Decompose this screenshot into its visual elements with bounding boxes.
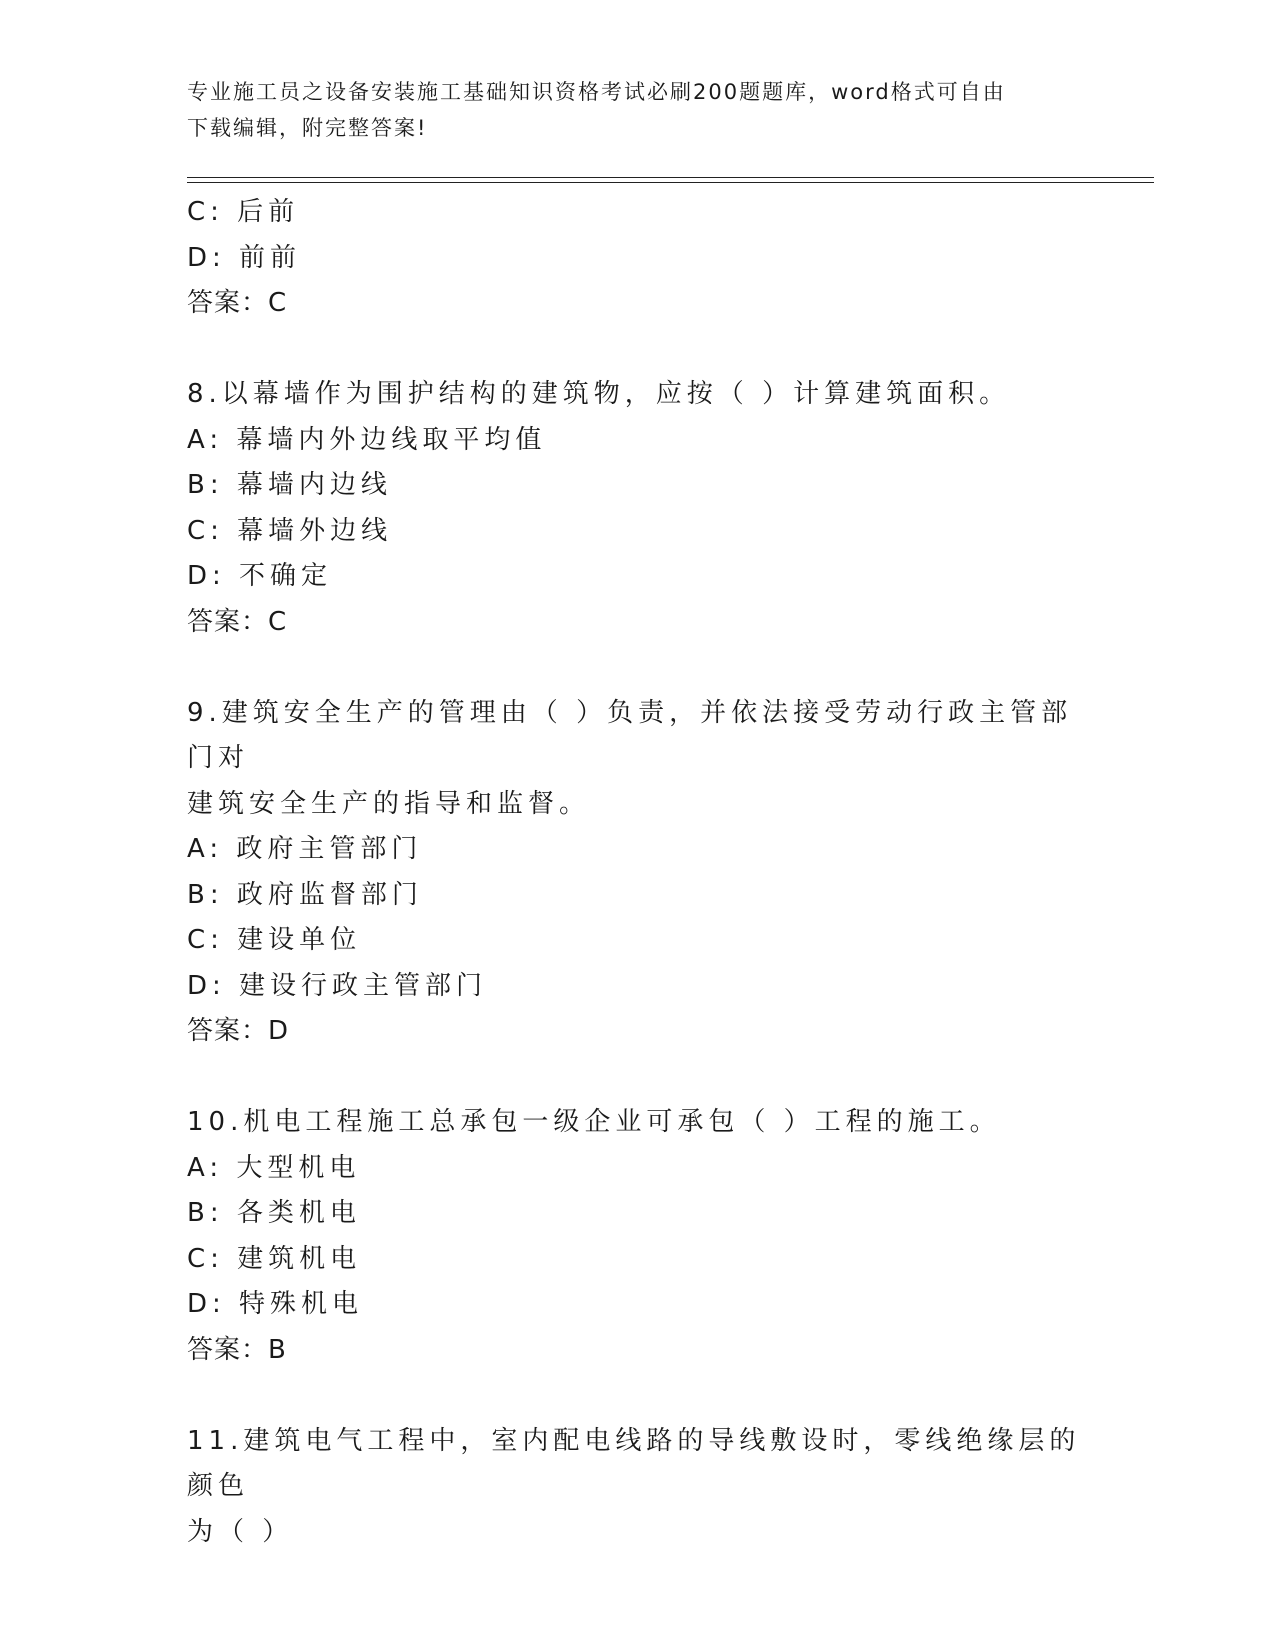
option-d: D: 不确定	[187, 561, 333, 591]
spacer	[187, 327, 1087, 373]
question-text-line-1: 11.建筑电气工程中，室内配电线路的导线敷设时，零线绝缘层的颜色	[187, 1425, 1081, 1501]
header-line-1: 专业施工员之设备安装施工基础知识资格考试必刷200题题库，word格式可自由	[187, 80, 1006, 104]
question-list	[187, 190, 1087, 1555]
answer-line: 答案：B	[187, 1334, 287, 1365]
question-block-7-continued	[187, 190, 1087, 327]
question-block-9	[187, 691, 1087, 1055]
option-c: C: 建设单位	[187, 925, 362, 955]
question-text-line-2: 建筑安全生产的指导和监督。	[187, 788, 591, 819]
question-text: 8.以幕墙作为围护结构的建筑物，应按（ ）计算建筑面积。	[187, 379, 1011, 409]
option-c: C: 幕墙外边线	[187, 515, 393, 546]
answer-line: 答案：C	[187, 288, 288, 318]
option-d: D: 建设行政主管部门	[187, 970, 488, 1001]
document-header	[187, 74, 1067, 146]
option-b: B: 各类机电	[187, 1198, 361, 1228]
question-text: 10.机电工程施工总承包一级企业可承包（ ）工程的施工。	[187, 1107, 1001, 1137]
option-a: A: 政府主管部门	[187, 834, 423, 864]
option-b: B: 政府监督部门	[187, 879, 423, 910]
spacer	[187, 645, 1087, 691]
header-line-2: 下载编辑，附完整答案!	[187, 116, 428, 140]
answer-line: 答案：C	[187, 606, 288, 637]
option-a: A: 幕墙内外边线取平均值	[187, 424, 547, 455]
question-text-line-1: 9.建筑安全生产的管理由（ ）负责，并依法接受劳动行政主管部门对	[187, 697, 1073, 773]
header-rule-bottom	[187, 182, 1154, 183]
question-block-11	[187, 1419, 1087, 1556]
option-c: C: 后前	[187, 197, 300, 227]
question-block-8	[187, 372, 1087, 645]
header-rule-top	[187, 177, 1154, 178]
spacer	[187, 1373, 1087, 1419]
answer-line: 答案：D	[187, 1016, 290, 1046]
spacer	[187, 1055, 1087, 1101]
option-d: D: 前前	[187, 242, 302, 273]
option-c: C: 建筑机电	[187, 1243, 362, 1274]
option-b: B: 幕墙内边线	[187, 470, 392, 500]
question-block-10	[187, 1100, 1087, 1373]
question-text-line-2: 为（ ）	[187, 1516, 294, 1547]
option-a: A: 大型机电	[187, 1152, 361, 1183]
option-d: D: 特殊机电	[187, 1289, 364, 1319]
